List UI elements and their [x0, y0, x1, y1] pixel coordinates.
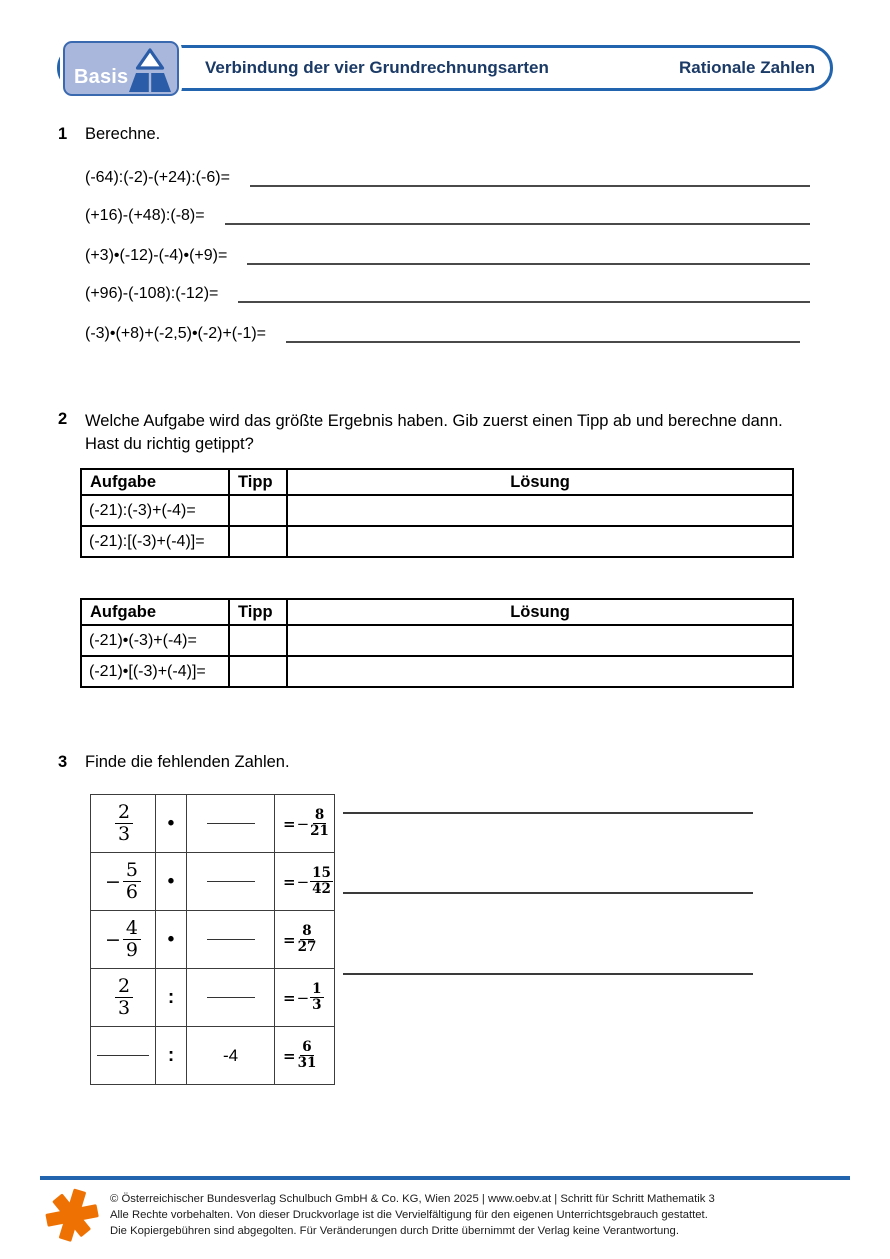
equals-sign: =	[283, 814, 296, 833]
equals-sign: =	[283, 930, 296, 949]
col-header-tipp: Tipp	[229, 599, 287, 625]
blank-line	[207, 996, 255, 998]
answer-line	[343, 892, 753, 894]
numerator: 2	[115, 802, 133, 824]
table-row	[81, 656, 793, 687]
calc-expression: (+16)-(+48):(-8)=	[85, 207, 205, 224]
numerator: 2	[115, 976, 133, 998]
missing-number-cell	[187, 911, 275, 969]
footer-line-copyright: © Österreichischer Bundesverlag Schulbuch GmbH & Co. KG, Wien 2025 | www.oebv.at | Schritt für Schritt Mathematik 3	[110, 1193, 715, 1205]
answer-line	[250, 184, 810, 187]
calc-expression: (-3)•(+8)+(-2,5)•(-2)+(-1)=	[85, 325, 267, 342]
tipp-cell	[229, 625, 287, 656]
numerator: 15	[312, 864, 331, 881]
result-cell	[275, 911, 335, 969]
oebv-logo-icon	[44, 1186, 100, 1249]
calc-item	[85, 320, 800, 343]
result-cell	[275, 795, 335, 853]
given-number-cell: -4	[187, 1027, 275, 1085]
exercise3-prompt: Finde die fehlenden Zahlen.	[85, 753, 290, 771]
numerator: 5	[123, 860, 141, 882]
numerator: 1	[312, 980, 322, 997]
operator-cell: •	[156, 853, 187, 911]
footer-divider	[40, 1176, 850, 1180]
tipp-cell	[229, 526, 287, 557]
numerator: 6	[302, 1038, 312, 1055]
answer-line	[225, 222, 810, 225]
aufgabe-cell: (-21):(-3)+(-4)=	[81, 495, 229, 526]
calc-expression: (-64):(-2)-(+24):(-6)=	[85, 169, 230, 186]
tipp-cell	[229, 656, 287, 687]
calc-item	[85, 280, 810, 303]
denominator: 3	[117, 997, 131, 1019]
fraction-sign: −	[104, 870, 121, 893]
table-row	[81, 495, 793, 526]
answer-line	[238, 300, 810, 303]
denominator: 9	[125, 939, 138, 961]
answer-line	[343, 973, 753, 975]
loesung-cell	[287, 656, 793, 687]
worksheet-title: Verbindung der vier Grundrechnungsarten	[205, 58, 549, 77]
operator-cell: :	[156, 969, 187, 1027]
loesung-cell	[287, 526, 793, 557]
col-header-loesung: Lösung	[287, 469, 793, 495]
calc-item	[85, 164, 810, 187]
aufgabe-cell: (-21)•(-3)+(-4)=	[81, 625, 229, 656]
table-row	[81, 526, 793, 557]
equals-sign: =	[283, 1046, 296, 1065]
missing-number-cell	[187, 969, 275, 1027]
left-operand-cell	[91, 853, 156, 911]
equals-sign: =	[283, 988, 296, 1007]
left-operand-cell	[91, 795, 156, 853]
exercise1-number: 1	[58, 125, 68, 143]
aufgabe-cell: (-21)•[(-3)+(-4)]=	[81, 656, 229, 687]
denominator: 3	[117, 823, 131, 845]
result-cell	[275, 853, 335, 911]
blank-line	[97, 1054, 149, 1056]
result-sign: −	[296, 814, 310, 833]
left-operand-cell	[91, 911, 156, 969]
denominator: 27	[297, 939, 317, 955]
exercise2-number: 2	[58, 410, 68, 428]
fraction-table	[90, 794, 335, 1085]
answer-line	[286, 340, 800, 343]
calc-item	[85, 202, 810, 225]
calc-expression: (+96)-(-108):(-12)=	[85, 285, 219, 302]
fraction-row	[91, 1027, 335, 1085]
numerator: 8	[302, 922, 312, 939]
calc-item	[85, 242, 810, 265]
loesung-cell	[287, 625, 793, 656]
denominator: 21	[310, 823, 329, 839]
col-header-aufgabe: Aufgabe	[81, 469, 229, 495]
fraction-row	[91, 853, 335, 911]
operator-cell: •	[156, 795, 187, 853]
fraction-row	[91, 795, 335, 853]
blank-line	[207, 880, 255, 882]
exercise1-prompt: Berechne.	[85, 125, 161, 143]
answer-line	[343, 812, 753, 814]
footer-text	[110, 1191, 715, 1239]
tip-table-multiplication	[80, 598, 794, 688]
basis-badge	[63, 41, 179, 96]
operator-cell: :	[156, 1027, 187, 1085]
numerator: 4	[123, 918, 141, 940]
exercise3-number: 3	[58, 753, 68, 771]
col-header-loesung: Lösung	[287, 599, 793, 625]
missing-number-cell	[187, 795, 275, 853]
loesung-cell	[287, 495, 793, 526]
result-cell	[275, 969, 335, 1027]
table-row	[81, 625, 793, 656]
denominator: 31	[297, 1055, 317, 1071]
pyramid-icon	[127, 47, 173, 99]
left-operand-cell	[91, 1027, 156, 1085]
operator-cell: •	[156, 911, 187, 969]
col-header-aufgabe: Aufgabe	[81, 599, 229, 625]
footer-line-liability: Die Kopiergebühren sind abgegolten. Für Veränderungen durch Dritte übernimmt der Verlag keine Verantwortung.	[110, 1225, 679, 1237]
aufgabe-cell: (-21):[(-3)+(-4)]=	[81, 526, 229, 557]
blank-line	[207, 938, 255, 940]
answer-line	[247, 262, 810, 265]
badge-label: Basis	[74, 66, 129, 88]
exercise2-prompt: Welche Aufgabe wird das größte Ergebnis haben. Gib zuerst einen Tipp ab und berechne dann. Hast du richtig getippt?	[85, 412, 783, 453]
result-sign: −	[296, 988, 310, 1007]
denominator: 3	[312, 997, 322, 1013]
result-cell	[275, 1027, 335, 1085]
tipp-cell	[229, 495, 287, 526]
denominator: 42	[312, 881, 331, 897]
equals-sign: =	[283, 872, 296, 891]
col-header-tipp: Tipp	[229, 469, 287, 495]
blank-line	[207, 822, 255, 824]
fraction-row	[91, 911, 335, 969]
fraction-sign: −	[104, 928, 121, 951]
missing-number-cell	[187, 853, 275, 911]
denominator: 6	[125, 881, 138, 903]
left-operand-cell	[91, 969, 156, 1027]
calc-expression: (+3)•(-12)-(-4)•(+9)=	[85, 247, 228, 264]
numerator: 8	[314, 806, 325, 823]
worksheet-topic: Rationale Zahlen	[678, 58, 815, 77]
tip-table-division	[80, 468, 794, 558]
result-sign: −	[296, 872, 310, 891]
footer-line-rights: Alle Rechte vorbehalten. Von dieser Druckvorlage ist die Vervielfältigung für den eigenen Unterrichtsgebrauch gestattet.	[110, 1209, 708, 1221]
fraction-row	[91, 969, 335, 1027]
